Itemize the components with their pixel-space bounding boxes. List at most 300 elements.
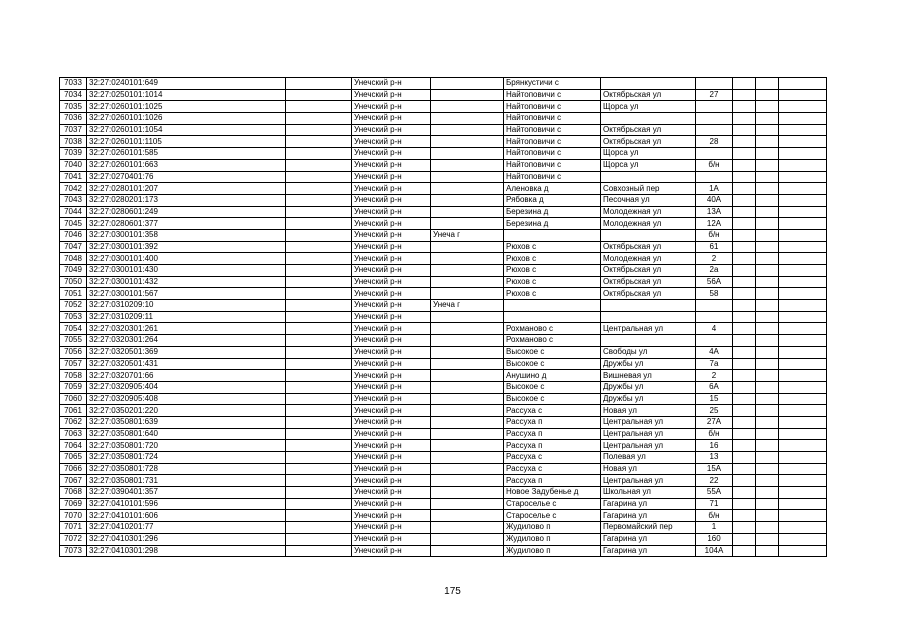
blank-cell <box>756 533 779 545</box>
blank-cell <box>756 510 779 522</box>
blank-cell <box>286 498 352 510</box>
street-cell: Центральная ул <box>601 323 696 335</box>
house-number-cell: 13А <box>696 206 733 218</box>
city-cell <box>431 311 504 323</box>
blank-cell <box>286 416 352 428</box>
blank-cell <box>756 346 779 358</box>
locality-cell: Брянкустичи с <box>504 78 601 90</box>
city-cell <box>431 276 504 288</box>
city-cell <box>431 522 504 534</box>
blank-cell <box>756 381 779 393</box>
house-number-cell: 104А <box>696 545 733 557</box>
blank-cell <box>733 522 756 534</box>
blank-cell <box>733 358 756 370</box>
row-number-cell: 7040 <box>60 159 87 171</box>
city-cell <box>431 358 504 370</box>
locality-cell <box>504 229 601 241</box>
blank-cell <box>733 405 756 417</box>
district-cell: Унечский р-н <box>352 323 431 335</box>
blank-cell <box>756 101 779 113</box>
house-number-cell: б/н <box>696 428 733 440</box>
cadastral-number-cell: 32:27:0260101:585 <box>87 148 286 160</box>
blank-cell <box>779 276 827 288</box>
blank-cell <box>779 381 827 393</box>
locality-cell: Рохманово с <box>504 323 601 335</box>
blank-cell <box>286 241 352 253</box>
street-cell: Школьная ул <box>601 487 696 499</box>
house-number-cell: 2 <box>696 370 733 382</box>
blank-cell <box>779 335 827 347</box>
table-row <box>60 428 827 440</box>
blank-cell <box>756 416 779 428</box>
table-row <box>60 89 827 101</box>
street-cell: Молодежная ул <box>601 253 696 265</box>
row-number-cell: 7033 <box>60 78 87 90</box>
blank-cell <box>756 498 779 510</box>
row-number-cell: 7066 <box>60 463 87 475</box>
district-cell: Унечский р-н <box>352 148 431 160</box>
blank-cell <box>286 335 352 347</box>
city-cell <box>431 475 504 487</box>
table-row <box>60 393 827 405</box>
district-cell: Унечский р-н <box>352 416 431 428</box>
city-cell <box>431 124 504 136</box>
street-cell: Новая ул <box>601 463 696 475</box>
blank-cell <box>733 510 756 522</box>
blank-cell <box>733 346 756 358</box>
city-cell <box>431 440 504 452</box>
district-cell: Унечский р-н <box>352 405 431 417</box>
district-cell: Унечский р-н <box>352 346 431 358</box>
blank-cell <box>286 78 352 90</box>
locality-cell: Высокое с <box>504 358 601 370</box>
district-cell: Унечский р-н <box>352 440 431 452</box>
locality-cell: Высокое с <box>504 393 601 405</box>
registry-table-body <box>60 78 827 557</box>
table-row <box>60 148 827 160</box>
cadastral-number-cell: 32:27:0410301:298 <box>87 545 286 557</box>
house-number-cell: 6А <box>696 381 733 393</box>
table-row <box>60 440 827 452</box>
blank-cell <box>779 405 827 417</box>
locality-cell: Березина д <box>504 218 601 230</box>
cadastral-number-cell: 32:27:0320905:404 <box>87 381 286 393</box>
blank-cell <box>779 78 827 90</box>
house-number-cell: 15А <box>696 463 733 475</box>
district-cell: Унечский р-н <box>352 241 431 253</box>
blank-cell <box>286 510 352 522</box>
district-cell: Унечский р-н <box>352 194 431 206</box>
blank-cell <box>733 533 756 545</box>
blank-cell <box>779 545 827 557</box>
blank-cell <box>286 136 352 148</box>
district-cell: Унечский р-н <box>352 124 431 136</box>
table-row <box>60 498 827 510</box>
cadastral-number-cell: 32:27:0350801:720 <box>87 440 286 452</box>
blank-cell <box>733 218 756 230</box>
row-number-cell: 7049 <box>60 265 87 277</box>
locality-cell: Рябовка д <box>504 194 601 206</box>
blank-cell <box>286 253 352 265</box>
street-cell: Полевая ул <box>601 452 696 464</box>
blank-cell <box>286 300 352 312</box>
blank-cell <box>756 229 779 241</box>
blank-cell <box>756 288 779 300</box>
street-cell: Вишневая ул <box>601 370 696 382</box>
table-row <box>60 346 827 358</box>
city-cell <box>431 510 504 522</box>
blank-cell <box>756 323 779 335</box>
row-number-cell: 7034 <box>60 89 87 101</box>
row-number-cell: 7055 <box>60 335 87 347</box>
district-cell: Унечский р-н <box>352 206 431 218</box>
district-cell: Унечский р-н <box>352 218 431 230</box>
house-number-cell: 40А <box>696 194 733 206</box>
city-cell <box>431 194 504 206</box>
house-number-cell: 12А <box>696 218 733 230</box>
blank-cell <box>756 358 779 370</box>
blank-cell <box>286 475 352 487</box>
district-cell: Унечский р-н <box>352 393 431 405</box>
district-cell: Унечский р-н <box>352 522 431 534</box>
row-number-cell: 7071 <box>60 522 87 534</box>
city-cell <box>431 78 504 90</box>
street-cell: Щорса ул <box>601 101 696 113</box>
blank-cell <box>779 89 827 101</box>
cadastral-number-cell: 32:27:0410301:296 <box>87 533 286 545</box>
cadastral-number-cell: 32:27:0320301:264 <box>87 335 286 347</box>
locality-cell: Найтоповичи с <box>504 159 601 171</box>
row-number-cell: 7047 <box>60 241 87 253</box>
street-cell <box>601 300 696 312</box>
blank-cell <box>286 276 352 288</box>
city-cell <box>431 346 504 358</box>
cadastral-number-cell: 32:27:0350801:639 <box>87 416 286 428</box>
blank-cell <box>779 358 827 370</box>
table-row <box>60 545 827 557</box>
street-cell: Центральная ул <box>601 475 696 487</box>
district-cell: Унечский р-н <box>352 311 431 323</box>
blank-cell <box>756 428 779 440</box>
table-row <box>60 229 827 241</box>
blank-cell <box>286 89 352 101</box>
cadastral-number-cell: 32:27:0240101:649 <box>87 78 286 90</box>
cadastral-number-cell: 32:27:0320501:431 <box>87 358 286 370</box>
row-number-cell: 7061 <box>60 405 87 417</box>
table-row <box>60 358 827 370</box>
blank-cell <box>779 428 827 440</box>
district-cell: Унечский р-н <box>352 101 431 113</box>
blank-cell <box>779 475 827 487</box>
district-cell: Унечский р-н <box>352 370 431 382</box>
row-number-cell: 7043 <box>60 194 87 206</box>
blank-cell <box>286 428 352 440</box>
house-number-cell: 2а <box>696 265 733 277</box>
table-row <box>60 159 827 171</box>
blank-cell <box>779 346 827 358</box>
city-cell: Унеча г <box>431 300 504 312</box>
blank-cell <box>286 159 352 171</box>
city-cell <box>431 323 504 335</box>
table-row <box>60 206 827 218</box>
table-row <box>60 171 827 183</box>
street-cell <box>601 78 696 90</box>
blank-cell <box>756 124 779 136</box>
blank-cell <box>756 475 779 487</box>
locality-cell: Жудилово п <box>504 533 601 545</box>
cadastral-number-cell: 32:27:0300101:358 <box>87 229 286 241</box>
row-number-cell: 7057 <box>60 358 87 370</box>
row-number-cell: 7062 <box>60 416 87 428</box>
city-cell <box>431 183 504 195</box>
blank-cell <box>779 113 827 125</box>
cadastral-number-cell: 32:27:0410101:606 <box>87 510 286 522</box>
blank-cell <box>779 370 827 382</box>
cadastral-number-cell: 32:27:0310209:10 <box>87 300 286 312</box>
district-cell: Унечский р-н <box>352 136 431 148</box>
district-cell: Унечский р-н <box>352 276 431 288</box>
table-row <box>60 276 827 288</box>
blank-cell <box>286 148 352 160</box>
house-number-cell <box>696 148 733 160</box>
blank-cell <box>756 393 779 405</box>
row-number-cell: 7070 <box>60 510 87 522</box>
blank-cell <box>733 311 756 323</box>
table-row <box>60 218 827 230</box>
blank-cell <box>779 487 827 499</box>
city-cell <box>431 370 504 382</box>
street-cell: Октябрьская ул <box>601 124 696 136</box>
table-row <box>60 124 827 136</box>
district-cell: Унечский р-н <box>352 229 431 241</box>
cadastral-number-cell: 32:27:0350801:724 <box>87 452 286 464</box>
locality-cell <box>504 311 601 323</box>
row-number-cell: 7044 <box>60 206 87 218</box>
house-number-cell <box>696 335 733 347</box>
blank-cell <box>733 265 756 277</box>
blank-cell <box>779 416 827 428</box>
cadastral-number-cell: 32:27:0350801:728 <box>87 463 286 475</box>
blank-cell <box>779 288 827 300</box>
blank-cell <box>779 533 827 545</box>
city-cell <box>431 498 504 510</box>
street-cell <box>601 171 696 183</box>
cadastral-number-cell: 32:27:0300101:392 <box>87 241 286 253</box>
blank-cell <box>756 171 779 183</box>
blank-cell <box>779 229 827 241</box>
street-cell: Новая ул <box>601 405 696 417</box>
house-number-cell <box>696 171 733 183</box>
house-number-cell: 13 <box>696 452 733 464</box>
blank-cell <box>286 206 352 218</box>
table-row <box>60 405 827 417</box>
locality-cell: Березина д <box>504 206 601 218</box>
city-cell <box>431 265 504 277</box>
blank-cell <box>733 241 756 253</box>
house-number-cell: 1А <box>696 183 733 195</box>
district-cell: Унечский р-н <box>352 300 431 312</box>
blank-cell <box>756 241 779 253</box>
locality-cell: Рассуха с <box>504 452 601 464</box>
cadastral-number-cell: 32:27:0410201:77 <box>87 522 286 534</box>
blank-cell <box>286 545 352 557</box>
locality-cell: Найтоповичи с <box>504 113 601 125</box>
blank-cell <box>286 265 352 277</box>
blank-cell <box>286 405 352 417</box>
city-cell <box>431 148 504 160</box>
cadastral-number-cell: 32:27:0350801:640 <box>87 428 286 440</box>
house-number-cell: 1 <box>696 522 733 534</box>
table-row <box>60 323 827 335</box>
house-number-cell: 27 <box>696 89 733 101</box>
street-cell: Гагарина ул <box>601 510 696 522</box>
house-number-cell: 4А <box>696 346 733 358</box>
house-number-cell: 160 <box>696 533 733 545</box>
cadastral-number-cell: 32:27:0260101:1054 <box>87 124 286 136</box>
row-number-cell: 7046 <box>60 229 87 241</box>
cadastral-number-cell: 32:27:0320701:66 <box>87 370 286 382</box>
row-number-cell: 7045 <box>60 218 87 230</box>
blank-cell <box>733 124 756 136</box>
city-cell <box>431 113 504 125</box>
street-cell: Гагарина ул <box>601 533 696 545</box>
blank-cell <box>286 393 352 405</box>
row-number-cell: 7053 <box>60 311 87 323</box>
blank-cell <box>779 218 827 230</box>
blank-cell <box>779 194 827 206</box>
cadastral-number-cell: 32:27:0320905:408 <box>87 393 286 405</box>
house-number-cell: б/н <box>696 510 733 522</box>
house-number-cell: б/н <box>696 229 733 241</box>
cadastral-number-cell: 32:27:0250101:1014 <box>87 89 286 101</box>
blank-cell <box>756 113 779 125</box>
street-cell: Гагарина ул <box>601 545 696 557</box>
locality-cell: Староселье с <box>504 510 601 522</box>
locality-cell: Рассуха п <box>504 475 601 487</box>
blank-cell <box>756 463 779 475</box>
city-cell <box>431 206 504 218</box>
row-number-cell: 7064 <box>60 440 87 452</box>
blank-cell <box>756 405 779 417</box>
blank-cell <box>779 498 827 510</box>
blank-cell <box>779 323 827 335</box>
blank-cell <box>779 265 827 277</box>
blank-cell <box>286 522 352 534</box>
cadastral-number-cell: 32:27:0300101:400 <box>87 253 286 265</box>
cadastral-number-cell: 32:27:0350201:220 <box>87 405 286 417</box>
table-row <box>60 288 827 300</box>
blank-cell <box>756 522 779 534</box>
city-cell <box>431 463 504 475</box>
blank-cell <box>733 276 756 288</box>
locality-cell: Рюхов с <box>504 276 601 288</box>
blank-cell <box>779 148 827 160</box>
blank-cell <box>286 229 352 241</box>
house-number-cell: 22 <box>696 475 733 487</box>
district-cell: Унечский р-н <box>352 545 431 557</box>
cadastral-number-cell: 32:27:0280101:207 <box>87 183 286 195</box>
blank-cell <box>756 440 779 452</box>
blank-cell <box>733 452 756 464</box>
blank-cell <box>779 510 827 522</box>
blank-cell <box>779 183 827 195</box>
blank-cell <box>286 440 352 452</box>
street-cell: Центральная ул <box>601 416 696 428</box>
blank-cell <box>733 498 756 510</box>
locality-cell: Рюхов с <box>504 253 601 265</box>
blank-cell <box>779 241 827 253</box>
table-row <box>60 487 827 499</box>
row-number-cell: 7063 <box>60 428 87 440</box>
locality-cell: Найтоповичи с <box>504 171 601 183</box>
cadastral-number-cell: 32:27:0280201:173 <box>87 194 286 206</box>
blank-cell <box>286 463 352 475</box>
blank-cell <box>733 381 756 393</box>
cadastral-number-cell: 32:27:0410101:596 <box>87 498 286 510</box>
blank-cell <box>779 171 827 183</box>
street-cell: Октябрьская ул <box>601 89 696 101</box>
cadastral-number-cell: 32:27:0280601:377 <box>87 218 286 230</box>
street-cell: Песочная ул <box>601 194 696 206</box>
row-number-cell: 7039 <box>60 148 87 160</box>
blank-cell <box>733 101 756 113</box>
blank-cell <box>779 159 827 171</box>
city-cell <box>431 171 504 183</box>
blank-cell <box>286 101 352 113</box>
house-number-cell: 28 <box>696 136 733 148</box>
blank-cell <box>286 358 352 370</box>
cadastral-number-cell: 32:27:0300101:567 <box>87 288 286 300</box>
row-number-cell: 7068 <box>60 487 87 499</box>
city-cell <box>431 487 504 499</box>
table-row <box>60 510 827 522</box>
locality-cell: Рассуха п <box>504 416 601 428</box>
table-row <box>60 113 827 125</box>
blank-cell <box>756 89 779 101</box>
blank-cell <box>286 533 352 545</box>
blank-cell <box>779 300 827 312</box>
blank-cell <box>779 124 827 136</box>
row-number-cell: 7065 <box>60 452 87 464</box>
table-row <box>60 265 827 277</box>
locality-cell: Рюхов с <box>504 265 601 277</box>
locality-cell: Рохманово с <box>504 335 601 347</box>
street-cell: Первомайский пер <box>601 522 696 534</box>
row-number-cell: 7056 <box>60 346 87 358</box>
locality-cell: Рассуха п <box>504 440 601 452</box>
street-cell: Совхозный пер <box>601 183 696 195</box>
blank-cell <box>779 440 827 452</box>
row-number-cell: 7051 <box>60 288 87 300</box>
city-cell <box>431 288 504 300</box>
street-cell <box>601 335 696 347</box>
row-number-cell: 7038 <box>60 136 87 148</box>
blank-cell <box>756 370 779 382</box>
district-cell: Унечский р-н <box>352 89 431 101</box>
locality-cell: Анушино д <box>504 370 601 382</box>
table-row <box>60 463 827 475</box>
row-number-cell: 7035 <box>60 101 87 113</box>
house-number-cell: 7а <box>696 358 733 370</box>
house-number-cell: 56А <box>696 276 733 288</box>
district-cell: Унечский р-н <box>352 253 431 265</box>
cadastral-number-cell: 32:27:0350801:731 <box>87 475 286 487</box>
locality-cell: Жудилово п <box>504 545 601 557</box>
city-cell <box>431 136 504 148</box>
blank-cell <box>733 89 756 101</box>
street-cell: Октябрьская ул <box>601 136 696 148</box>
city-cell <box>431 533 504 545</box>
